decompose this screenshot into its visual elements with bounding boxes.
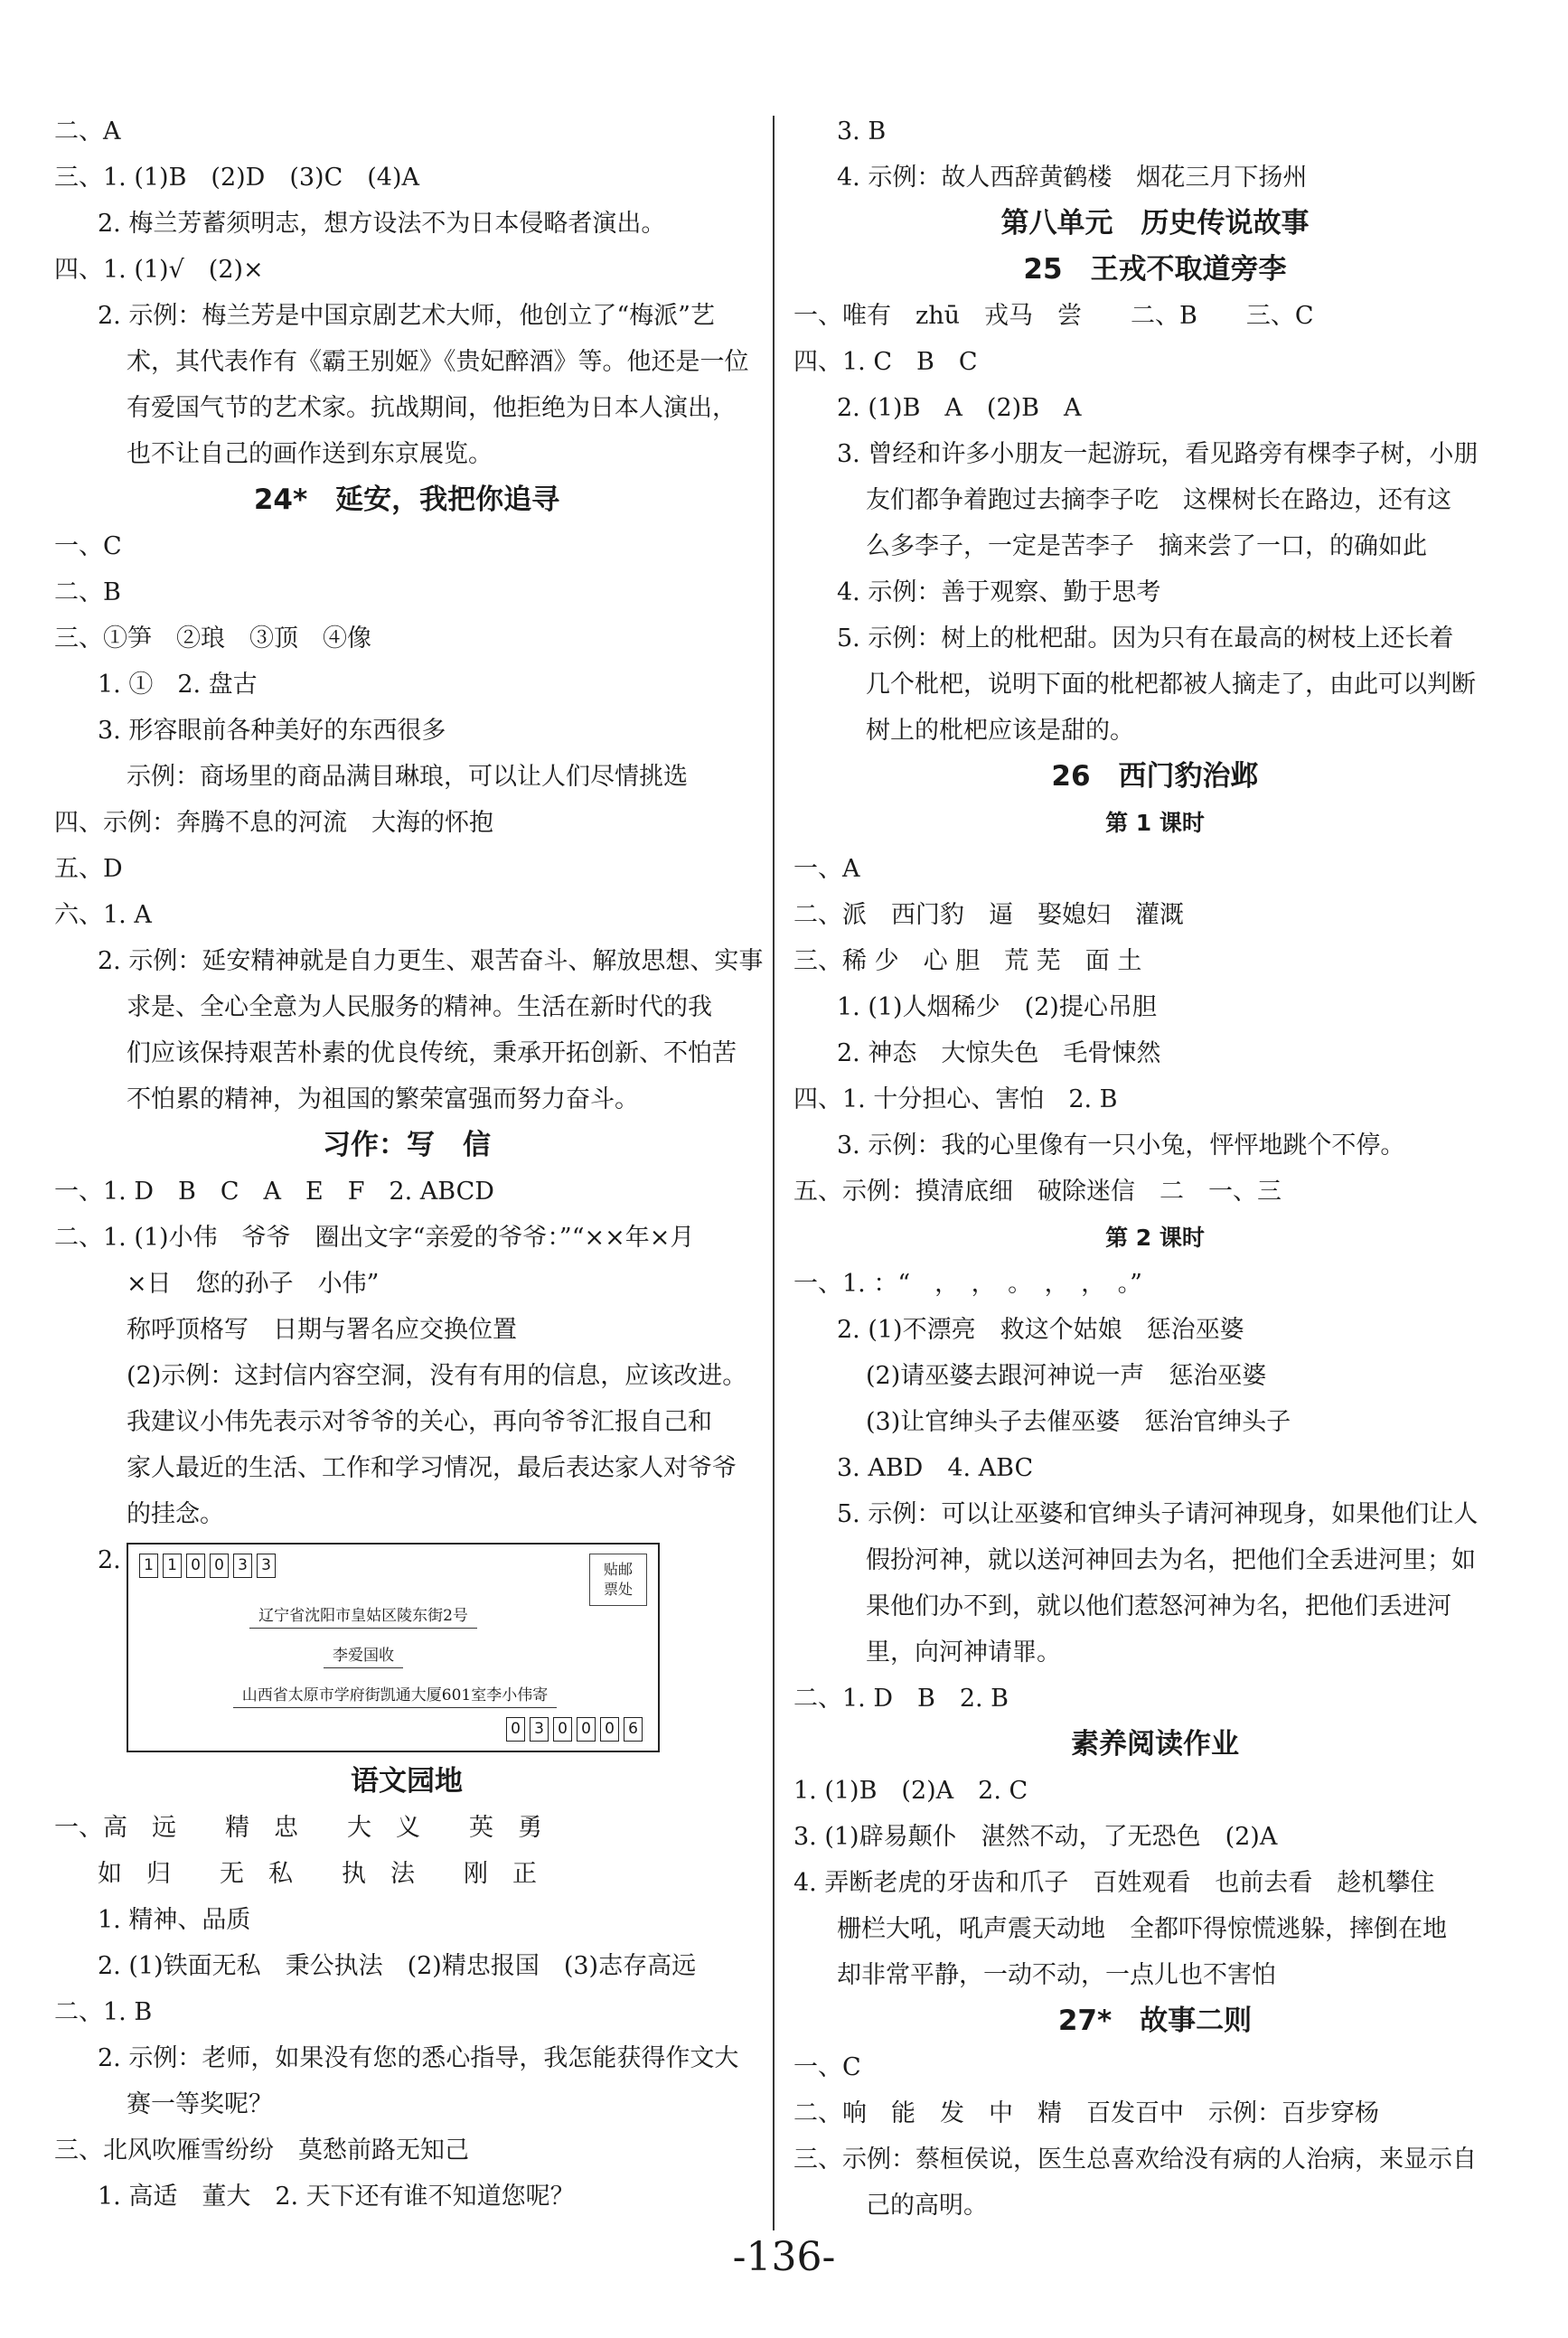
- postcode-digit: 0: [577, 1717, 596, 1742]
- answer-line: (3)让官绅头子去催巫婆 惩治官绅头子: [866, 1408, 1291, 1436]
- recipient-address: 辽宁省沈阳市皇姑区陵东街2号: [146, 1602, 580, 1629]
- answer-line: 四、1. C B C: [793, 348, 978, 376]
- answer-line: 二、派 西门豹 逼 娶媳妇 灌溉: [793, 901, 1184, 929]
- answer-line: 也不让自己的画作送到东京展览。: [127, 440, 493, 468]
- answer-line: 有爱国气节的艺术家。抗战期间，他拒绝为日本人演出，: [127, 394, 737, 422]
- answer-line: 二、1. D B 2. B: [793, 1685, 1009, 1713]
- answer-line: 2. (1)B A (2)B A: [837, 394, 1082, 422]
- answer-line: 1. 精神、品质: [98, 1906, 251, 1934]
- answer-line: 果他们办不到，就以他们惹怒河神为名，把他们丢进河: [866, 1592, 1451, 1620]
- answer-line: 二、1. B: [54, 1998, 153, 2026]
- recipient-postcode: [139, 1554, 280, 1578]
- answer-line: 五、示例：摸清底细 破除迷信 二 一、三: [793, 1178, 1282, 1206]
- answer-line: 5. 示例：可以让巫婆和官绅头子请河神现身，如果他们让人: [837, 1500, 1479, 1528]
- right-column: [793, 108, 1516, 2229]
- postcode-digit: 0: [210, 1554, 229, 1578]
- answer-line: 四、示例：奔腾不息的河流 大海的怀抱: [54, 809, 493, 837]
- answer-line: 如 归 无 私 执 法 刚 正: [98, 1860, 537, 1888]
- answer-line: 一、高 远 精 忠 大 义 英 勇: [54, 1814, 542, 1842]
- left-column: [54, 108, 764, 2220]
- answer-line: 1. ① 2. 盘古: [98, 671, 258, 699]
- answer-line: 1. 高适 董大 2. 天下还有谁不知道您呢？: [98, 2183, 575, 2211]
- postcode-digit: 1: [139, 1554, 158, 1578]
- answer-line: 3. ABD 4. ABC: [837, 1454, 1034, 1482]
- section-title: 习作：写 信: [323, 1129, 491, 1161]
- answer-line: 二、B: [54, 578, 121, 606]
- section-title: 27* 故事二则: [1057, 2005, 1253, 2037]
- answer-line: 我建议小伟先表示对爷爷的关心，再向爷爷汇报自己和: [127, 1408, 712, 1436]
- answer-line: 树上的枇杷应该是甜的。: [866, 717, 1134, 745]
- answer-line: 3. 形容眼前各种美好的东西很多: [98, 717, 446, 745]
- answer-line: 2. 示例：老师，如果没有您的悉心指导，我怎能获得作文大: [98, 2044, 739, 2072]
- answer-line: 3. 曾经和许多小朋友一起游玩，看见路旁有棵李子树，小朋: [837, 440, 1479, 468]
- answer-line: 称呼顶格写 日期与署名应交换位置: [127, 1316, 517, 1344]
- answer-line: 不怕累的精神，为祖国的繁荣富强而努力奋斗。: [127, 1085, 639, 1113]
- postcode-digit: 0: [600, 1717, 619, 1742]
- answer-line: 示例：商场里的商品满目琳琅，可以让人们尽情挑选: [127, 763, 688, 791]
- postcode-digit: 3: [257, 1554, 276, 1578]
- answer-line: 2. 示例：延安精神就是自力更生、艰苦奋斗、解放思想、实事: [98, 947, 764, 975]
- answer-line: (2)示例：这封信内容空洞，没有有用的信息，应该改进。: [127, 1362, 747, 1390]
- answer-line: 一、唯有 zhū 戎马 尝 二、B 三、C: [793, 302, 1314, 330]
- stamp-text: 票处: [603, 1581, 633, 1598]
- answer-line: 术，其代表作有《霸王别姬》《贵妃醉酒》等。他还是一位: [127, 348, 749, 376]
- answer-line: 2. (1)铁面无私 秉公执法 (2)精忠报国 (3)志存高远: [98, 1952, 697, 1980]
- section-title: 第八单元 历史传说故事: [1000, 207, 1310, 239]
- answer-line: 一、1. D B C A E F 2. ABCD: [54, 1178, 494, 1206]
- answer-line: 三、1. (1)B (2)D (3)C (4)A: [54, 164, 419, 192]
- answer-line: 1. (1)人烟稀少 (2)提心吊胆: [837, 993, 1157, 1021]
- answer-line: 假扮河神，就以送河神回去为名，把他们全丢进河里；如: [866, 1546, 1476, 1574]
- postcode-digit: 0: [186, 1554, 205, 1578]
- answer-line: 几个枇杷，说明下面的枇杷都被人摘走了，由此可以判断: [866, 671, 1476, 699]
- section-title: 语文园地: [351, 1765, 463, 1798]
- answer-line: 二、响 能 发 中 精 百发百中 示例：百步穿杨: [793, 2099, 1379, 2127]
- stamp-box: [589, 1554, 647, 1606]
- answer-line: 3. 示例：我的心里像有一只小兔，怦怦地跳个不停。: [837, 1131, 1405, 1160]
- answer-line: 2. 梅兰芳蓄须明志，想方设法不为日本侵略者演出。: [98, 210, 666, 238]
- answer-line: 么多李子，一定是苦李子 摘来尝了一口，的确如此: [866, 532, 1427, 560]
- answer-line: 4. 弄断老虎的牙齿和爪子 百姓观看 也前去看 趁机攀住: [793, 1869, 1435, 1897]
- postcode-digit: 1: [163, 1554, 182, 1578]
- answer-line: 一、A: [793, 855, 860, 883]
- answer-line: 四、1. (1)√ (2)×: [54, 256, 264, 284]
- postcode-digit: 3: [233, 1554, 252, 1578]
- answer-line: 2. 示例：梅兰芳是中国京剧艺术大师，他创立了“梅派”艺: [98, 302, 715, 330]
- answer-line: 二、1. (1)小伟 爷爷 圈出文字“亲爱的爷爷：”“××年×月: [54, 1224, 695, 1252]
- answer-line: 求是、全心全意为人民服务的精神。生活在新时代的我: [127, 993, 712, 1021]
- answer-line: 里，向河神请罪。: [866, 1638, 1061, 1667]
- answer-line: 的挂念。: [127, 1500, 224, 1528]
- section-title: 26 西门豹治邺: [1051, 760, 1259, 793]
- answer-line: 4. 示例：故人西辞黄鹤楼 烟花三月下扬州: [837, 164, 1308, 192]
- postcode-digit: 0: [506, 1717, 525, 1742]
- answer-line: 一、C: [793, 2053, 861, 2081]
- answer-line: 们应该保持艰苦朴素的优良传统，秉承开拓创新、不怕苦: [127, 1039, 737, 1067]
- stamp-text: 贴邮: [603, 1561, 633, 1578]
- answer-line: 一、1. ：“ ， ， 。 ， ， 。”: [793, 1270, 1142, 1298]
- answer-line: 三、北风吹雁雪纷纷 莫愁前路无知己: [54, 2136, 469, 2164]
- answer-line: 2. (1)不漂亮 救这个姑娘 惩治巫婆: [837, 1316, 1244, 1344]
- answer-line: 二、A: [54, 117, 121, 146]
- answer-line: (2)请巫婆去跟河神说一声 惩治巫婆: [866, 1362, 1267, 1390]
- section-title: 24* 延安，我把你追寻: [253, 484, 560, 516]
- section-subtitle: 第 1 课时: [1105, 810, 1205, 836]
- answer-line: 六、1. A: [54, 901, 152, 929]
- answer-line: 三、①笋 ②琅 ③顶 ④像: [54, 624, 371, 653]
- envelope-question: [54, 1537, 759, 1759]
- section-subtitle: 第 2 课时: [1105, 1225, 1205, 1251]
- answer-line: 4. 示例：善于观察、勤于思考: [837, 578, 1161, 606]
- answer-line: 三、稀 少 心 胆 荒 芜 面 土: [793, 947, 1142, 975]
- answer-line: 一、C: [54, 532, 122, 560]
- postcode-digit: 6: [624, 1717, 643, 1742]
- answer-line: 家人最近的生活、工作和学习情况，最后表达家人对爷爷: [127, 1454, 737, 1482]
- postcode-digit: 0: [553, 1717, 572, 1742]
- page-number: -136-: [732, 2234, 836, 2280]
- recipient-name: 李爱国收: [146, 1642, 580, 1668]
- sender-info: 山西省太原市学府街凯通大厦601室李小伟寄: [146, 1682, 643, 1708]
- answer-line: 5. 示例：树上的枇杷甜。因为只有在最高的树枝上还长着: [837, 624, 1454, 653]
- postcode-digit: 3: [530, 1717, 549, 1742]
- answer-line: 1. (1)B (2)A 2. C: [793, 1777, 1028, 1805]
- answer-line: 却非常平静，一动不动，一点儿也不害怕: [837, 1961, 1276, 1989]
- answer-line: 3. (1)辟易颠仆 湛然不动，了无恐色 (2)A: [793, 1823, 1278, 1851]
- answer-line: 3. B: [837, 117, 887, 146]
- answer-line: 三、示例：蔡桓侯说，医生总喜欢给没有病的人治病，来显示自: [793, 2146, 1477, 2174]
- answer-line: 栅栏大吼，吼声震天动地 全都吓得惊慌逃躲，摔倒在地: [837, 1915, 1447, 1943]
- answer-line: 友们都争着跑过去摘李子吃 这棵树长在路边，还有这: [866, 486, 1451, 514]
- answer-line: 2. 神态 大惊失色 毛骨悚然: [837, 1039, 1161, 1067]
- envelope-drawing: [127, 1543, 660, 1752]
- column-divider: [773, 116, 775, 2230]
- section-title: 素养阅读作业: [1071, 1728, 1239, 1761]
- answer-line: 四、1. 十分担心、害怕 2. B: [793, 1085, 1118, 1113]
- section-title: 25 王戎不取道旁李: [1023, 253, 1287, 286]
- sender-postcode: [506, 1717, 647, 1742]
- answer-line: 己的高明。: [866, 2192, 988, 2220]
- answer-line: 赛一等奖呢？: [127, 2090, 273, 2118]
- answer-line: ×日 您的孙子 小伟”: [127, 1270, 380, 1298]
- question-number: 2.: [98, 1546, 121, 1574]
- answer-line: 五、D: [54, 855, 123, 883]
